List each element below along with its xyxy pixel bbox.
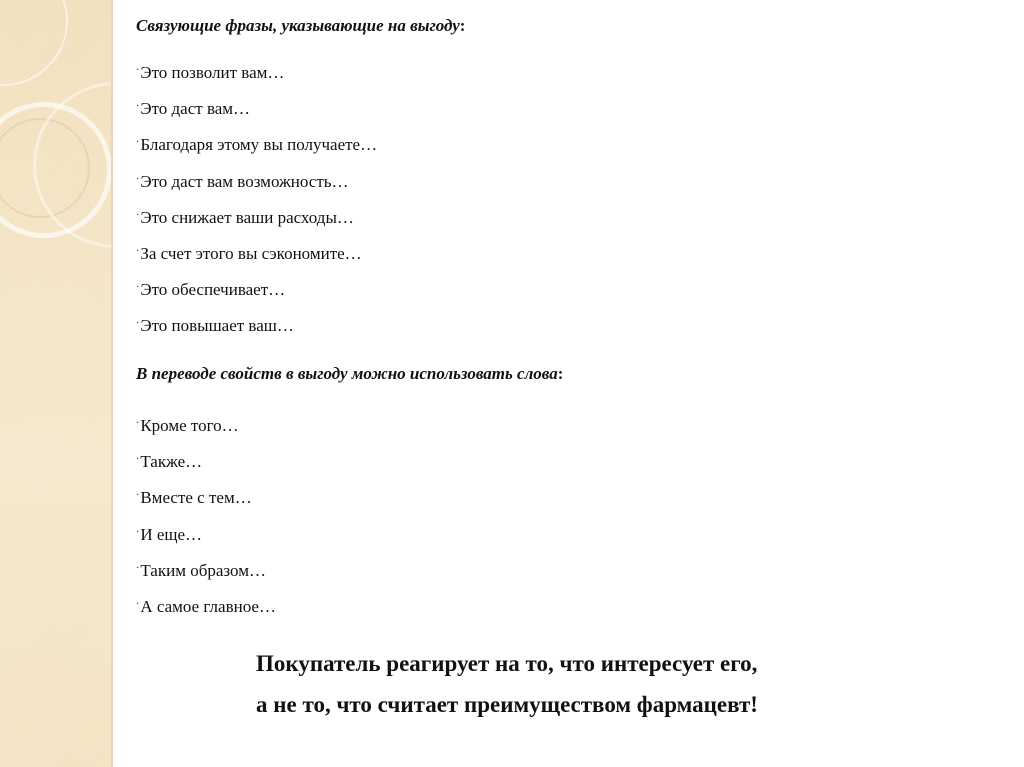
linking-phrases-list <box>136 62 377 352</box>
closing-line-1: Покупатель реагирует на то, что интересует его, <box>256 651 758 676</box>
list-item <box>136 98 377 134</box>
bullet-icon: · <box>136 65 140 76</box>
list-item-text: Кроме того… <box>140 416 239 435</box>
bullet-icon: · <box>136 526 140 538</box>
list-item <box>136 279 377 315</box>
list-item-text: Благодаря этому вы получаете… <box>140 135 378 155</box>
list-item-text: А самое главное… <box>140 596 276 616</box>
list-item-text: И еще… <box>140 524 203 544</box>
list-item <box>136 315 377 351</box>
section-heading-conversion-words <box>136 364 563 384</box>
closing-line-2: а не то, что считает преимуществом фармацевт! <box>256 692 758 717</box>
heading-colon: : <box>557 364 564 383</box>
bullet-icon: · <box>136 454 140 466</box>
list-item <box>136 207 377 243</box>
bullet-icon: · <box>136 318 140 330</box>
bullet-icon: · <box>136 598 140 610</box>
list-item <box>136 171 377 207</box>
heading-colon: : <box>459 16 466 35</box>
bullet-icon: · <box>136 282 140 294</box>
list-item <box>136 62 377 98</box>
list-item-text: Это даст вам… <box>140 99 251 119</box>
bullet-icon: · <box>136 490 140 502</box>
heading-text: В переводе свойств в выгоду можно использовать слова <box>136 364 558 383</box>
conversion-words-list <box>136 415 276 632</box>
section-heading-linking-phrases <box>136 16 465 36</box>
list-item-text: Также… <box>140 452 203 472</box>
bullet-icon: · <box>136 418 140 429</box>
list-item-text: Это позволит вам… <box>140 63 285 82</box>
list-item-text: Это обеспечивает… <box>140 280 286 300</box>
list-item <box>136 134 377 170</box>
list-item-text: Это повышает ваш… <box>140 316 294 336</box>
list-item <box>136 596 276 632</box>
list-item-text: Это снижает ваши расходы… <box>140 207 354 227</box>
bullet-icon: · <box>136 562 140 574</box>
closing-statement <box>256 643 758 725</box>
bullet-icon: · <box>136 209 140 221</box>
list-item <box>136 524 276 560</box>
bullet-icon: · <box>136 101 140 113</box>
list-item <box>136 487 276 523</box>
list-item <box>136 415 276 451</box>
list-item <box>136 451 276 487</box>
list-item <box>136 560 276 596</box>
list-item-text: Таким образом… <box>140 560 266 580</box>
list-item-text: За счет этого вы сэкономите… <box>140 243 362 263</box>
list-item-text: Вместе с тем… <box>140 488 252 508</box>
bullet-icon: · <box>136 245 140 257</box>
bullet-icon: · <box>136 137 140 149</box>
bullet-icon: · <box>136 173 140 185</box>
list-item-text: Это даст вам возможность… <box>140 171 349 191</box>
heading-text: Связующие фразы, указывающие на выгоду <box>136 16 460 35</box>
list-item <box>136 243 377 279</box>
